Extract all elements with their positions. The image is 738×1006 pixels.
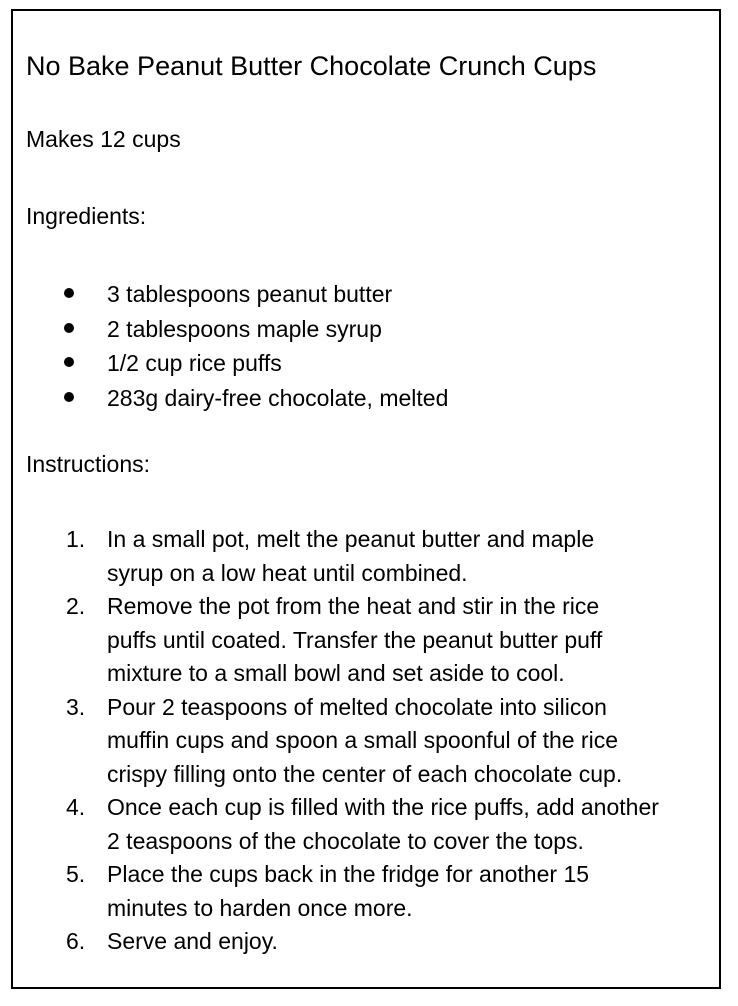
instructions-heading: Instructions: bbox=[26, 451, 150, 477]
step-line: In a small pot, melt the peanut butter and maple bbox=[107, 526, 595, 552]
ingredients-heading: Ingredients: bbox=[26, 203, 147, 229]
step-line: puffs until coated. Transfer the peanut butter puff bbox=[107, 626, 603, 653]
recipe-title: No Bake Peanut Butter Chocolate Crunch Cups bbox=[26, 51, 597, 81]
ingredient-text: 2 tablespoons maple syrup bbox=[107, 315, 382, 342]
ingredient-item bbox=[13, 277, 719, 312]
instructions-list bbox=[13, 523, 719, 959]
instruction-step bbox=[13, 925, 719, 959]
step-line: Once each cup is filled with the rice puffs, add another bbox=[107, 794, 659, 820]
step-line: crispy filling onto the center of each chocolate cup. bbox=[107, 760, 623, 787]
ingredient-text: 3 tablespoons peanut butter bbox=[107, 281, 393, 307]
instruction-step bbox=[13, 791, 719, 858]
step-line: Pour 2 teaspoons of melted chocolate into silicon bbox=[107, 693, 607, 720]
step-line: syrup on a low heat until combined. bbox=[107, 559, 468, 586]
recipe-yield: Makes 12 cups bbox=[26, 126, 181, 152]
ingredients-list bbox=[13, 277, 719, 415]
step-line: 2 teaspoons of the chocolate to cover the tops. bbox=[107, 827, 584, 854]
step-number: 4. bbox=[66, 794, 86, 820]
step-number: 3. bbox=[66, 693, 86, 720]
step-line: muffin cups and spoon a small spoonful of the rice bbox=[107, 727, 618, 753]
bullet-icon bbox=[64, 288, 74, 298]
ingredient-item bbox=[13, 381, 719, 416]
instruction-step bbox=[13, 858, 719, 925]
ingredient-text: 1/2 cup rice puffs bbox=[107, 350, 282, 376]
step-line: Remove the pot from the heat and stir in the rice bbox=[107, 593, 600, 619]
bullet-icon bbox=[64, 323, 74, 333]
bullet-icon bbox=[64, 357, 74, 367]
step-line: Serve and enjoy. bbox=[107, 928, 278, 954]
step-number: 5. bbox=[66, 861, 86, 887]
ingredient-text: 283g dairy-free chocolate, melted bbox=[107, 384, 449, 411]
step-line: minutes to harden once more. bbox=[107, 894, 413, 921]
bullet-icon bbox=[64, 392, 74, 402]
step-line: Place the cups back in the fridge for another 15 bbox=[107, 861, 590, 887]
step-line: mixture to a small bowl and set aside to cool. bbox=[107, 660, 565, 686]
ingredient-item bbox=[13, 346, 719, 381]
ingredient-item bbox=[13, 312, 719, 347]
instruction-step bbox=[13, 691, 719, 792]
step-number: 1. bbox=[66, 526, 86, 552]
step-number: 6. bbox=[66, 928, 86, 954]
instruction-step bbox=[13, 590, 719, 691]
step-number: 2. bbox=[66, 593, 86, 619]
recipe-box bbox=[11, 9, 721, 989]
instruction-step bbox=[13, 523, 719, 590]
